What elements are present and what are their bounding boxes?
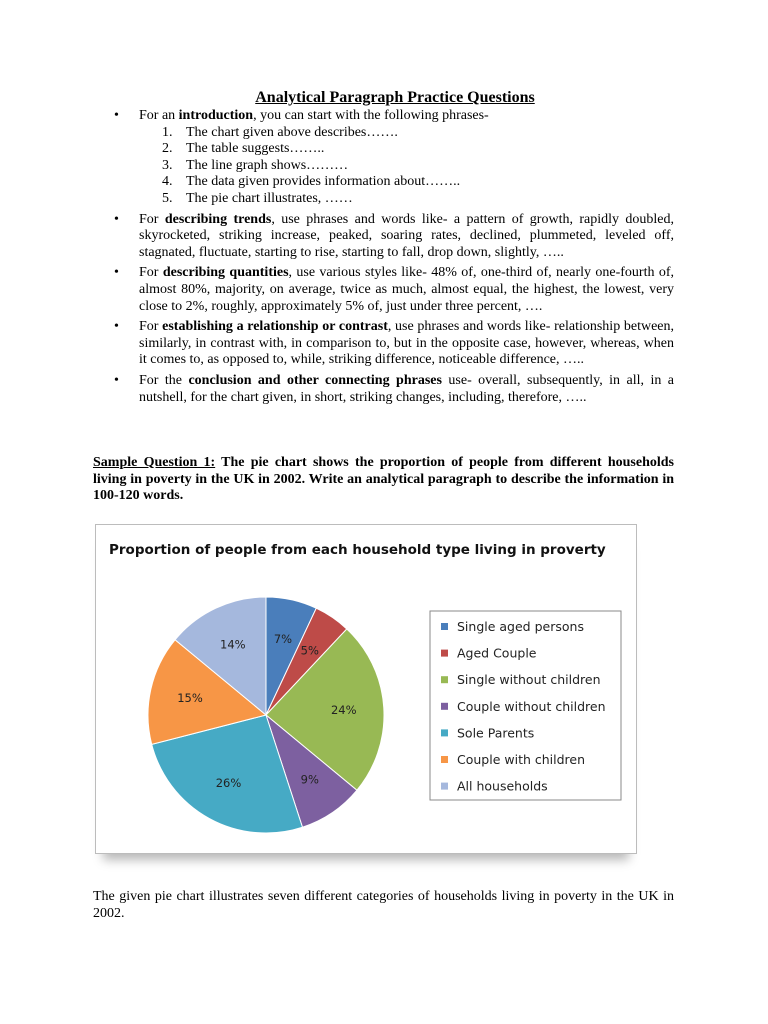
pie-chart-figure bbox=[95, 524, 637, 854]
list-item: 5. The pie chart illustrates, …… bbox=[162, 190, 353, 206]
bullet-describing-trends: • For describing trends, use phrases and words like- a pattern of growth, rapidly doubled, skyrocketed, striking increase, peaked, soaring rates, declined, plummeted, leveled off, stagnated, fluctuate, starting to rise, starting to fall, drop down, slightly, ….. bbox=[96, 212, 674, 262]
legend-swatch bbox=[441, 703, 448, 710]
legend-label: All households bbox=[457, 778, 548, 794]
data-label: 24% bbox=[330, 703, 357, 718]
data-label: 15% bbox=[177, 691, 203, 706]
legend-swatch bbox=[441, 623, 448, 630]
bullet-conclusion: • For the conclusion and other connecting phrases use- overall, subsequently, in all, in a nutshell, for the chart given, in short, striking changes, including, therefore, ….. bbox=[96, 373, 674, 406]
list-item: 1. The chart given above describes……. bbox=[162, 124, 398, 140]
pie-chart bbox=[96, 525, 636, 853]
bullet-introduction: • For an introduction, you can start with the following phrases- 1. The chart given above describes……. 2. The table suggests…….. 3. The line graph shows……… 4. The data given provides information about…….. 5. The pie chart illustrates, …… bbox=[96, 108, 674, 208]
legend-label: Couple with children bbox=[457, 752, 586, 767]
legend-label: Single aged persons bbox=[457, 619, 584, 634]
bullet-describing-quantities: • For describing quantities, use various styles like- 48% of, one-third of, nearly one-fourth of, almost 80%, majority, on average, twice as much, almost equal, the highest, the lowest, very close to 2%, roughly, approximately 5% of, just under three percent, …. bbox=[96, 265, 674, 315]
closing-paragraph: The given pie chart illustrates seven different categories of households living in poverty in the UK in 2002. bbox=[93, 889, 674, 921]
data-label: 7% bbox=[273, 631, 293, 646]
chart-title: Proportion of people from each household type living in proverty bbox=[109, 542, 606, 558]
data-label: 5% bbox=[300, 643, 319, 658]
legend-swatch bbox=[441, 783, 448, 790]
sample-question bbox=[93, 455, 674, 505]
data-label: 14% bbox=[220, 637, 246, 652]
legend-label: Single without children bbox=[457, 672, 601, 688]
bullet-relationship-contrast: • For establishing a relationship or contrast, use phrases and words like- relationship between, similarly, in contrast with, in comparison to, but in the opposite case, however, whereas, when it comes to, as opposed to, while, striking difference, noticeable difference, ….. bbox=[96, 319, 674, 369]
introduction-phrases-list bbox=[139, 125, 674, 208]
legend-swatch bbox=[441, 729, 448, 736]
legend-swatch bbox=[441, 756, 448, 763]
list-item: 2. The table suggests…….. bbox=[162, 141, 325, 157]
legend-label: Sole Parents bbox=[457, 725, 535, 741]
legend-swatch bbox=[441, 676, 448, 683]
page-title: Analytical Paragraph Practice Questions bbox=[255, 89, 535, 106]
data-label: 9% bbox=[300, 772, 319, 787]
legend-label: Couple without children bbox=[457, 698, 606, 714]
sample-question-text: The pie chart shows the proportion of people from different households living in poverty in the UK in 2002. Write an analytical paragraph to describe the information in 100-120 words. bbox=[93, 455, 674, 504]
list-item: 4. The data given provides information about…….. bbox=[162, 174, 461, 190]
list-item: 3. The line graph shows……… bbox=[162, 157, 349, 173]
legend-label: Aged Couple bbox=[457, 645, 537, 661]
data-label: 26% bbox=[215, 776, 242, 791]
legend-swatch bbox=[441, 650, 448, 657]
sample-question-label: Sample Question 1: bbox=[93, 455, 216, 470]
bullet-list bbox=[96, 108, 674, 410]
